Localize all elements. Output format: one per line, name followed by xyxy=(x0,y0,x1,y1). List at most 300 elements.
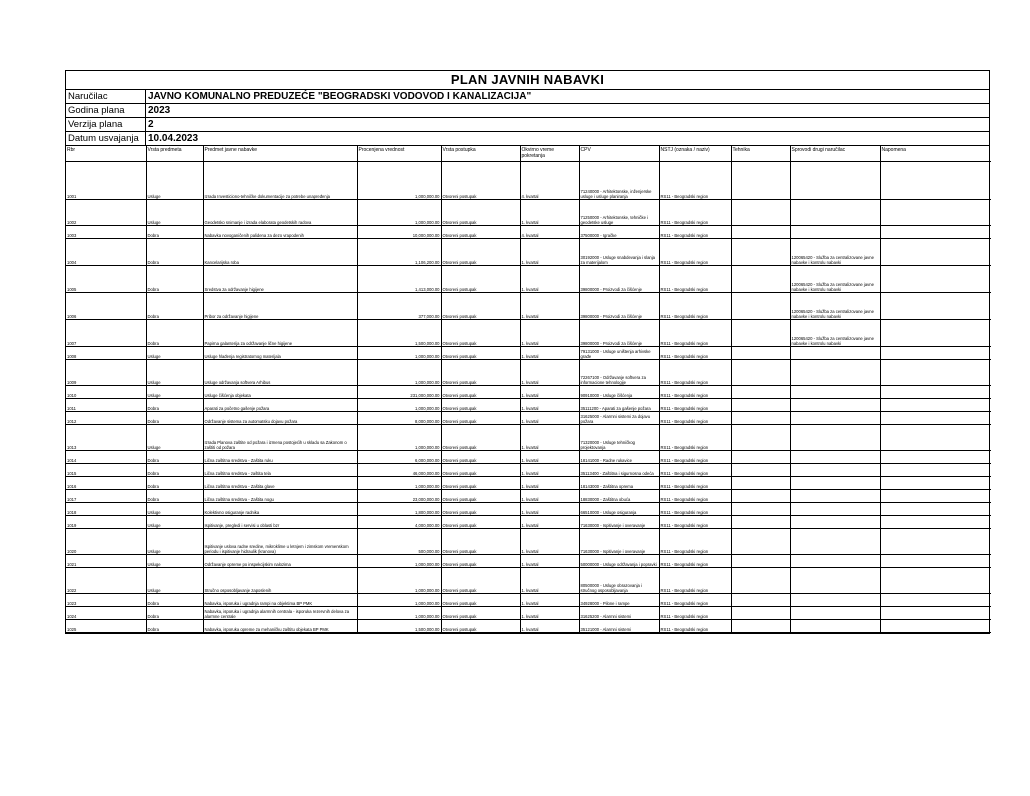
cell-cpv: 31625200 - Alarmni sistemi xyxy=(579,607,659,620)
cell-vrsta: Dobra xyxy=(146,464,203,477)
cell-nstj: RS11 - Beogradski region xyxy=(659,451,731,464)
cell-vreme: 1. kvartal xyxy=(520,266,579,293)
cell-vrednost: 1,413,000.00 xyxy=(357,266,441,293)
cell-vrsta: Dobra xyxy=(146,607,203,620)
cell-cpv: 79131000 - Usluge uništenja arhivske građe xyxy=(579,347,659,360)
cell-vrednost: 1,000,000.00 xyxy=(357,347,441,360)
cell-postupak: Otvoreni postupak xyxy=(441,200,520,226)
cell-postupak: Otvoreni postupak xyxy=(441,412,520,425)
cell-nstj: RS11 - Beogradski region xyxy=(659,477,731,490)
cell-tehnika xyxy=(731,293,790,320)
table-row xyxy=(66,200,991,226)
meta-value: 2023 xyxy=(148,105,171,116)
cell-postupak: Otvoreni postupak xyxy=(441,477,520,490)
cell-postupak: Otvoreni postupak xyxy=(441,620,520,633)
procurement-plan-sheet xyxy=(65,70,990,634)
cell-cpv: 71320000 - Usluge tehničkog projektovanja xyxy=(579,425,659,451)
cell-predmet: Nabavka, isporuka i ugradnja alarmnih centrala - isporuka rezervnih delova za alarmne centrale xyxy=(203,607,357,620)
column-header: NSTJ (oznaka / naziv) xyxy=(659,146,731,162)
table-row xyxy=(66,503,991,516)
column-header: Sprovodi drugi naručilac xyxy=(790,146,880,162)
cell-nstj: RS11 - Beogradski region xyxy=(659,503,731,516)
cell-postupak: Otvoreni postupak xyxy=(441,399,520,412)
cell-predmet: Stručno osposobljavanje zaposlenih xyxy=(203,568,357,594)
cell-cpv: 72267100 - Održavanje softvera za informacione tehnologije xyxy=(579,360,659,386)
cell-nstj: RS11 - Beogradski region xyxy=(659,386,731,399)
column-header: Okvirno vreme pokretanja xyxy=(520,146,579,162)
cell-nstj: RS11 - Beogradski region xyxy=(659,399,731,412)
cell-vrsta: Dobra xyxy=(146,594,203,607)
meta-row xyxy=(66,132,989,146)
cell-cpv: 18143000 - Zaštitna oprema xyxy=(579,477,659,490)
cell-cpv: 30192000 - Usluge snabdevanja i slanja za materijalom xyxy=(579,239,659,266)
cell-vrsta: Usluge xyxy=(146,529,203,555)
cell-vrednost: 23,000,000.00 xyxy=(357,490,441,503)
cell-rbr: 1019 xyxy=(66,516,146,529)
cell-rbr: 1010 xyxy=(66,386,146,399)
column-header: Tehnika xyxy=(731,146,790,162)
meta-value: 10.04.2023 xyxy=(148,133,199,144)
cell-nstj: RS11 - Beogradski region xyxy=(659,516,731,529)
cell-predmet: Održavanje opreme po inspekcijskim nalozima xyxy=(203,555,357,568)
cell-vreme: 1. kvartal xyxy=(520,529,579,555)
table-row xyxy=(66,607,991,620)
cell-predmet: Nabavka, isporuka opreme za mehaničku zaštitu objekata BP PMK xyxy=(203,620,357,633)
cell-postupak: Otvoreni postupak xyxy=(441,347,520,360)
cell-vreme: 1. kvartal xyxy=(520,555,579,568)
cell-cpv: 66510000 - Usluge osiguranja xyxy=(579,503,659,516)
cell-drugi: 120065420 - Služba za centralizovane javne nabavke i kontrolu nabavki xyxy=(790,266,880,293)
cell-vrsta: Dobra xyxy=(146,477,203,490)
cell-cpv: 39800000 - Proizvodi za čišćenje xyxy=(579,320,659,347)
cell-predmet: Lična zaštitna sredstva - Zaštita glave xyxy=(203,477,357,490)
cell-postupak: Otvoreni postupak xyxy=(441,320,520,347)
cell-vreme: 1. kvartal xyxy=(520,360,579,386)
cell-vrsta: Usluge xyxy=(146,360,203,386)
cell-cpv: 71630000 - Ispitivanje i overavanje xyxy=(579,529,659,555)
cell-tehnika xyxy=(731,347,790,360)
cell-tehnika xyxy=(731,568,790,594)
cell-vreme: 1. kvartal xyxy=(520,594,579,607)
cell-vrednost: 1,000,000.00 xyxy=(357,399,441,412)
cell-napomena xyxy=(880,226,991,239)
cell-vreme: 1. kvartal xyxy=(520,516,579,529)
cell-drugi: 120065420 - Služba za centralizovane javne nabavke i kontrolu nabavki xyxy=(790,239,880,266)
cell-predmet: Lična zaštitna sredstva - zaštita tela xyxy=(203,464,357,477)
cell-napomena xyxy=(880,200,991,226)
meta-label: Godina plana xyxy=(66,104,146,117)
cell-vrednost: 4,000,000.00 xyxy=(357,516,441,529)
cell-drugi xyxy=(790,620,880,633)
cell-postupak: Otvoreni postupak xyxy=(441,451,520,464)
cell-vreme: 1. kvartal xyxy=(520,293,579,320)
cell-vrednost: 1,000,000.00 xyxy=(357,568,441,594)
cell-vrsta: Dobra xyxy=(146,451,203,464)
plan-metadata xyxy=(66,90,989,146)
cell-rbr: 1002 xyxy=(66,200,146,226)
cell-postupak: Otvoreni postupak xyxy=(441,568,520,594)
cell-nstj: RS11 - Beogradski region xyxy=(659,607,731,620)
cell-nstj: RS11 - Beogradski region xyxy=(659,360,731,386)
cell-vrsta: Dobra xyxy=(146,399,203,412)
table-row xyxy=(66,555,991,568)
cell-predmet: Kolektivno osiguranje radnika xyxy=(203,503,357,516)
cell-tehnika xyxy=(731,516,790,529)
cell-rbr: 1008 xyxy=(66,347,146,360)
cell-postupak: Otvoreni postupak xyxy=(441,529,520,555)
cell-napomena xyxy=(880,516,991,529)
cell-napomena xyxy=(880,620,991,633)
cell-postupak: Otvoreni postupak xyxy=(441,490,520,503)
cell-napomena xyxy=(880,425,991,451)
cell-tehnika xyxy=(731,425,790,451)
cell-predmet: Izrada Planova zaštite od požara i izmena postojećih u skladu sa Zakonom o zaštiti od požara xyxy=(203,425,357,451)
cell-rbr: 1020 xyxy=(66,529,146,555)
cell-vrsta: Dobra xyxy=(146,320,203,347)
cell-rbr: 1025 xyxy=(66,620,146,633)
table-row xyxy=(66,594,991,607)
cell-cpv: 71630000 - Ispitivanje i overavanje xyxy=(579,516,659,529)
cell-vreme: 1. kvartal xyxy=(520,503,579,516)
cell-nstj: RS11 - Beogradski region xyxy=(659,490,731,503)
table-row xyxy=(66,451,991,464)
cell-napomena xyxy=(880,464,991,477)
cell-predmet: Održavanje sistema za automatsku dojavu požara xyxy=(203,412,357,425)
cell-cpv: 18830000 - Zaštitna obuća xyxy=(579,490,659,503)
table-row xyxy=(66,239,991,266)
cell-napomena xyxy=(880,386,991,399)
cell-drugi xyxy=(790,162,880,200)
cell-nstj: RS11 - Beogradski region xyxy=(659,320,731,347)
cell-rbr: 1014 xyxy=(66,451,146,464)
cell-rbr: 1012 xyxy=(66,412,146,425)
cell-cpv: 71240000 - Arhitektonske, inženjerske usluge i usluge planiranja xyxy=(579,162,659,200)
cell-napomena xyxy=(880,529,991,555)
cell-postupak: Otvoreni postupak xyxy=(441,594,520,607)
meta-label: Naručilac xyxy=(66,90,146,103)
cell-vrsta: Usluge xyxy=(146,386,203,399)
cell-rbr: 1003 xyxy=(66,226,146,239)
cell-vrednost: 231,000,000.00 xyxy=(357,386,441,399)
cell-vreme: 1. kvartal xyxy=(520,620,579,633)
cell-rbr: 1015 xyxy=(66,464,146,477)
column-header: Napomena xyxy=(880,146,991,162)
cell-rbr: 1011 xyxy=(66,399,146,412)
procurement-table xyxy=(66,146,991,633)
meta-row xyxy=(66,104,989,118)
cell-rbr: 1018 xyxy=(66,503,146,516)
meta-row xyxy=(66,118,989,132)
cell-napomena xyxy=(880,477,991,490)
cell-vreme: 1. kvartal xyxy=(520,568,579,594)
cell-cpv: 90910000 - Usluge čišćenja xyxy=(579,386,659,399)
cell-vrsta: Dobra xyxy=(146,490,203,503)
cell-tehnika xyxy=(731,226,790,239)
table-row xyxy=(66,162,991,200)
cell-nstj: RS11 - Beogradski region xyxy=(659,162,731,200)
meta-value: JAVNO KOMUNALNO PREDUZEĆE "BEOGRADSKI VODOVOD I KANALIZACIJA" xyxy=(148,91,532,102)
column-header: Procenjena vrednost xyxy=(357,146,441,162)
cell-cpv: 35111200 - Aparati za gašenje požara xyxy=(579,399,659,412)
table-row xyxy=(66,399,991,412)
cell-tehnika xyxy=(731,266,790,293)
cell-predmet: Aparati za početno gašenje požara xyxy=(203,399,357,412)
cell-rbr: 1006 xyxy=(66,293,146,320)
cell-nstj: RS11 - Beogradski region xyxy=(659,266,731,293)
cell-drugi: 120065420 - Služba za centralizovane javne nabavke i kontrolu nabavki xyxy=(790,293,880,320)
cell-tehnika xyxy=(731,594,790,607)
cell-drugi xyxy=(790,503,880,516)
cell-predmet: Pribor za održavanje higijene xyxy=(203,293,357,320)
cell-napomena xyxy=(880,239,991,266)
cell-drugi xyxy=(790,464,880,477)
column-header: CPV xyxy=(579,146,659,162)
cell-drugi xyxy=(790,347,880,360)
cell-tehnika xyxy=(731,503,790,516)
cell-cpv: 37500000 - Igračke xyxy=(579,226,659,239)
cell-vreme: 4. kvartal xyxy=(520,226,579,239)
cell-tehnika xyxy=(731,607,790,620)
cell-postupak: Otvoreni postupak xyxy=(441,266,520,293)
cell-vrsta: Usluge xyxy=(146,425,203,451)
cell-vrednost: 1,000,000.00 xyxy=(357,555,441,568)
cell-nstj: RS11 - Beogradski region xyxy=(659,200,731,226)
cell-vreme: 1. kvartal xyxy=(520,425,579,451)
cell-nstj: RS11 - Beogradski region xyxy=(659,425,731,451)
cell-vrednost: 8,000,000.00 xyxy=(357,412,441,425)
cell-tehnika xyxy=(731,555,790,568)
column-header: Vrsta postupka xyxy=(441,146,520,162)
cell-postupak: Otvoreni postupak xyxy=(441,555,520,568)
cell-predmet: Usluge čišćenja objekata xyxy=(203,386,357,399)
table-row xyxy=(66,464,991,477)
table-row xyxy=(66,293,991,320)
cell-tehnika xyxy=(731,162,790,200)
cell-rbr: 1009 xyxy=(66,360,146,386)
cell-rbr: 1024 xyxy=(66,607,146,620)
cell-predmet: Nabavka, isporuka i ugradnja rampi na objektima BP PMK xyxy=(203,594,357,607)
cell-postupak: Otvoreni postupak xyxy=(441,516,520,529)
table-row xyxy=(66,620,991,633)
cell-predmet: Papirna galanterija za održavanje lične higijene xyxy=(203,320,357,347)
cell-nstj: RS11 - Beogradski region xyxy=(659,464,731,477)
cell-tehnika xyxy=(731,529,790,555)
column-header: Rbr xyxy=(66,146,146,162)
cell-tehnika xyxy=(731,386,790,399)
table-row xyxy=(66,490,991,503)
cell-nstj: RS11 - Beogradski region xyxy=(659,620,731,633)
cell-napomena xyxy=(880,293,991,320)
cell-tehnika xyxy=(731,620,790,633)
cell-cpv: 34928000 - Pilone i rampe xyxy=(579,594,659,607)
cell-napomena xyxy=(880,412,991,425)
cell-rbr: 1001 xyxy=(66,162,146,200)
cell-vreme: 1. kvartal xyxy=(520,412,579,425)
cell-drugi xyxy=(790,490,880,503)
cell-vrsta: Dobra xyxy=(146,620,203,633)
cell-vrednost: 377,000.00 xyxy=(357,293,441,320)
cell-rbr: 1005 xyxy=(66,266,146,293)
cell-predmet: Ispitivanje uslova radne sredine, mikroklime u letnjem i zimskom vremenskom periodu i ispitivanje hidraulik (kranova) xyxy=(203,529,357,555)
cell-drugi xyxy=(790,399,880,412)
table-row xyxy=(66,320,991,347)
cell-vrsta: Usluge xyxy=(146,162,203,200)
cell-vrednost: 1,000,000.00 xyxy=(357,200,441,226)
cell-drugi xyxy=(790,568,880,594)
cell-vrsta: Dobra xyxy=(146,293,203,320)
cell-rbr: 1004 xyxy=(66,239,146,266)
cell-cpv: 39800000 - Proizvodi za čišćenje xyxy=(579,266,659,293)
cell-napomena xyxy=(880,360,991,386)
meta-label: Datum usvajanja xyxy=(66,132,146,145)
cell-vrednost: 1,000,000.00 xyxy=(357,607,441,620)
cell-cpv: 35121000 - Alarmni sistemi xyxy=(579,620,659,633)
cell-tehnika xyxy=(731,320,790,347)
cell-drugi xyxy=(790,607,880,620)
cell-napomena xyxy=(880,451,991,464)
cell-vreme: 1. kvartal xyxy=(520,200,579,226)
cell-rbr: 1017 xyxy=(66,490,146,503)
cell-postupak: Otvoreni postupak xyxy=(441,162,520,200)
cell-tehnika xyxy=(731,412,790,425)
cell-nstj: RS11 - Beogradski region xyxy=(659,239,731,266)
cell-postupak: Otvoreni postupak xyxy=(441,239,520,266)
cell-drugi xyxy=(790,226,880,239)
cell-tehnika xyxy=(731,239,790,266)
table-row xyxy=(66,226,991,239)
cell-vrednost: 1,000,000.00 xyxy=(357,594,441,607)
cell-tehnika xyxy=(731,200,790,226)
cell-vreme: 1. kvartal xyxy=(520,239,579,266)
cell-napomena xyxy=(880,503,991,516)
cell-vrednost: 1,000,000.00 xyxy=(357,162,441,200)
cell-vrednost: 6,000,000.00 xyxy=(357,451,441,464)
cell-napomena xyxy=(880,607,991,620)
cell-drugi: 120065420 - Služba za centralizovane javne nabavke i kontrolu nabavki xyxy=(790,320,880,347)
table-row xyxy=(66,516,991,529)
cell-vreme: 1. kvartal xyxy=(520,451,579,464)
cell-predmet: Geodetsko snimanje i izrada elaborata geodetskih radova xyxy=(203,200,357,226)
cell-vrsta: Dobra xyxy=(146,266,203,293)
table-row xyxy=(66,425,991,451)
cell-tehnika xyxy=(731,477,790,490)
cell-nstj: RS11 - Beogradski region xyxy=(659,568,731,594)
cell-vreme: 1. kvartal xyxy=(520,386,579,399)
table-row xyxy=(66,347,991,360)
cell-vrsta: Usluge xyxy=(146,555,203,568)
cell-tehnika xyxy=(731,490,790,503)
cell-rbr: 1023 xyxy=(66,594,146,607)
cell-nstj: RS11 - Beogradski region xyxy=(659,594,731,607)
cell-drugi xyxy=(790,555,880,568)
cell-rbr: 1021 xyxy=(66,555,146,568)
cell-vreme: 1. kvartal xyxy=(520,607,579,620)
cell-vrednost: 46,000,000.00 xyxy=(357,464,441,477)
cell-drugi xyxy=(790,360,880,386)
cell-vrsta: Usluge xyxy=(146,516,203,529)
cell-predmet: Izrada Investiciono-tehničke dokumentacije za potrebe unapređenja xyxy=(203,162,357,200)
cell-vrednost: 1,000,000.00 xyxy=(357,477,441,490)
cell-tehnika xyxy=(731,360,790,386)
cell-cpv: 80500000 - Usluge obrazovanja i stručnog osposobljavanja xyxy=(579,568,659,594)
cell-tehnika xyxy=(731,464,790,477)
cell-cpv: 71250000 - Arhitektonske, tehničke i geodetske usluge xyxy=(579,200,659,226)
cell-vrednost: 1,800,000.00 xyxy=(357,503,441,516)
cell-vreme: 1. kvartal xyxy=(520,490,579,503)
cell-postupak: Otvoreni postupak xyxy=(441,607,520,620)
cell-predmet: Sredstva za održavanje higijene xyxy=(203,266,357,293)
cell-vrednost: 10,000,000.00 xyxy=(357,226,441,239)
cell-napomena xyxy=(880,594,991,607)
cell-vreme: 1. kvartal xyxy=(520,320,579,347)
cell-vreme: 1. kvartal xyxy=(520,464,579,477)
cell-drugi xyxy=(790,451,880,464)
cell-drugi xyxy=(790,529,880,555)
cell-napomena xyxy=(880,347,991,360)
cell-postupak: Otvoreni postupak xyxy=(441,425,520,451)
cell-drugi xyxy=(790,200,880,226)
cell-vrednost: 1,500,000.00 xyxy=(357,620,441,633)
cell-tehnika xyxy=(731,399,790,412)
cell-vrednost: 1,000,000.00 xyxy=(357,360,441,386)
cell-napomena xyxy=(880,399,991,412)
column-header: Vrsta predmeta xyxy=(146,146,203,162)
cell-drugi xyxy=(790,477,880,490)
cell-napomena xyxy=(880,266,991,293)
cell-cpv: 31625000 - Alarmni sistemi za dojavu požara xyxy=(579,412,659,425)
cell-cpv: 50000000 - Usluge održavanja i popravki xyxy=(579,555,659,568)
cell-vrednost: 1,106,200.00 xyxy=(357,239,441,266)
cell-postupak: Otvoreni postupak xyxy=(441,503,520,516)
table-header-row xyxy=(66,146,991,162)
table-row xyxy=(66,266,991,293)
cell-vreme: 1. kvartal xyxy=(520,399,579,412)
cell-vreme: 4. kvartal xyxy=(520,162,579,200)
cell-vrednost: 1,000,000.00 xyxy=(357,425,441,451)
cell-rbr: 1022 xyxy=(66,568,146,594)
cell-predmet: Ispitivanje, pregledi i servisi u oblasti bzr xyxy=(203,516,357,529)
cell-vrsta: Usluge xyxy=(146,503,203,516)
meta-label: Verzija plana xyxy=(66,118,146,131)
cell-vreme: 1. kvartal xyxy=(520,477,579,490)
cell-cpv: 39800000 - Proizvodi za čišćenje xyxy=(579,293,659,320)
cell-drugi xyxy=(790,425,880,451)
cell-drugi xyxy=(790,516,880,529)
table-row xyxy=(66,529,991,555)
cell-predmet: Usluge hlađenja registratornog materijala xyxy=(203,347,357,360)
table-body xyxy=(66,162,991,633)
cell-nstj: RS11 - Beogradski region xyxy=(659,555,731,568)
cell-drugi xyxy=(790,386,880,399)
cell-nstj: RS11 - Beogradski region xyxy=(659,226,731,239)
cell-predmet: Nabavka novoganičenih palidena za dezo vrapodenih xyxy=(203,226,357,239)
cell-vrednost: 500,000.00 xyxy=(357,529,441,555)
cell-postupak: Otvoreni postupak xyxy=(441,464,520,477)
cell-nstj: RS11 - Beogradski region xyxy=(659,293,731,320)
cell-cpv: 18141000 - Radne rukavice xyxy=(579,451,659,464)
cell-nstj: RS11 - Beogradski region xyxy=(659,529,731,555)
cell-vreme: 1. kvartal xyxy=(520,347,579,360)
table-row xyxy=(66,386,991,399)
cell-tehnika xyxy=(731,451,790,464)
cell-vrednost: 1,500,000.00 xyxy=(357,320,441,347)
table-row xyxy=(66,568,991,594)
cell-napomena xyxy=(880,568,991,594)
cell-nstj: RS11 - Beogradski region xyxy=(659,347,731,360)
cell-napomena xyxy=(880,490,991,503)
cell-predmet: Lična zaštitna sredstva - Zaštita nogu xyxy=(203,490,357,503)
cell-vrsta: Dobra xyxy=(146,239,203,266)
